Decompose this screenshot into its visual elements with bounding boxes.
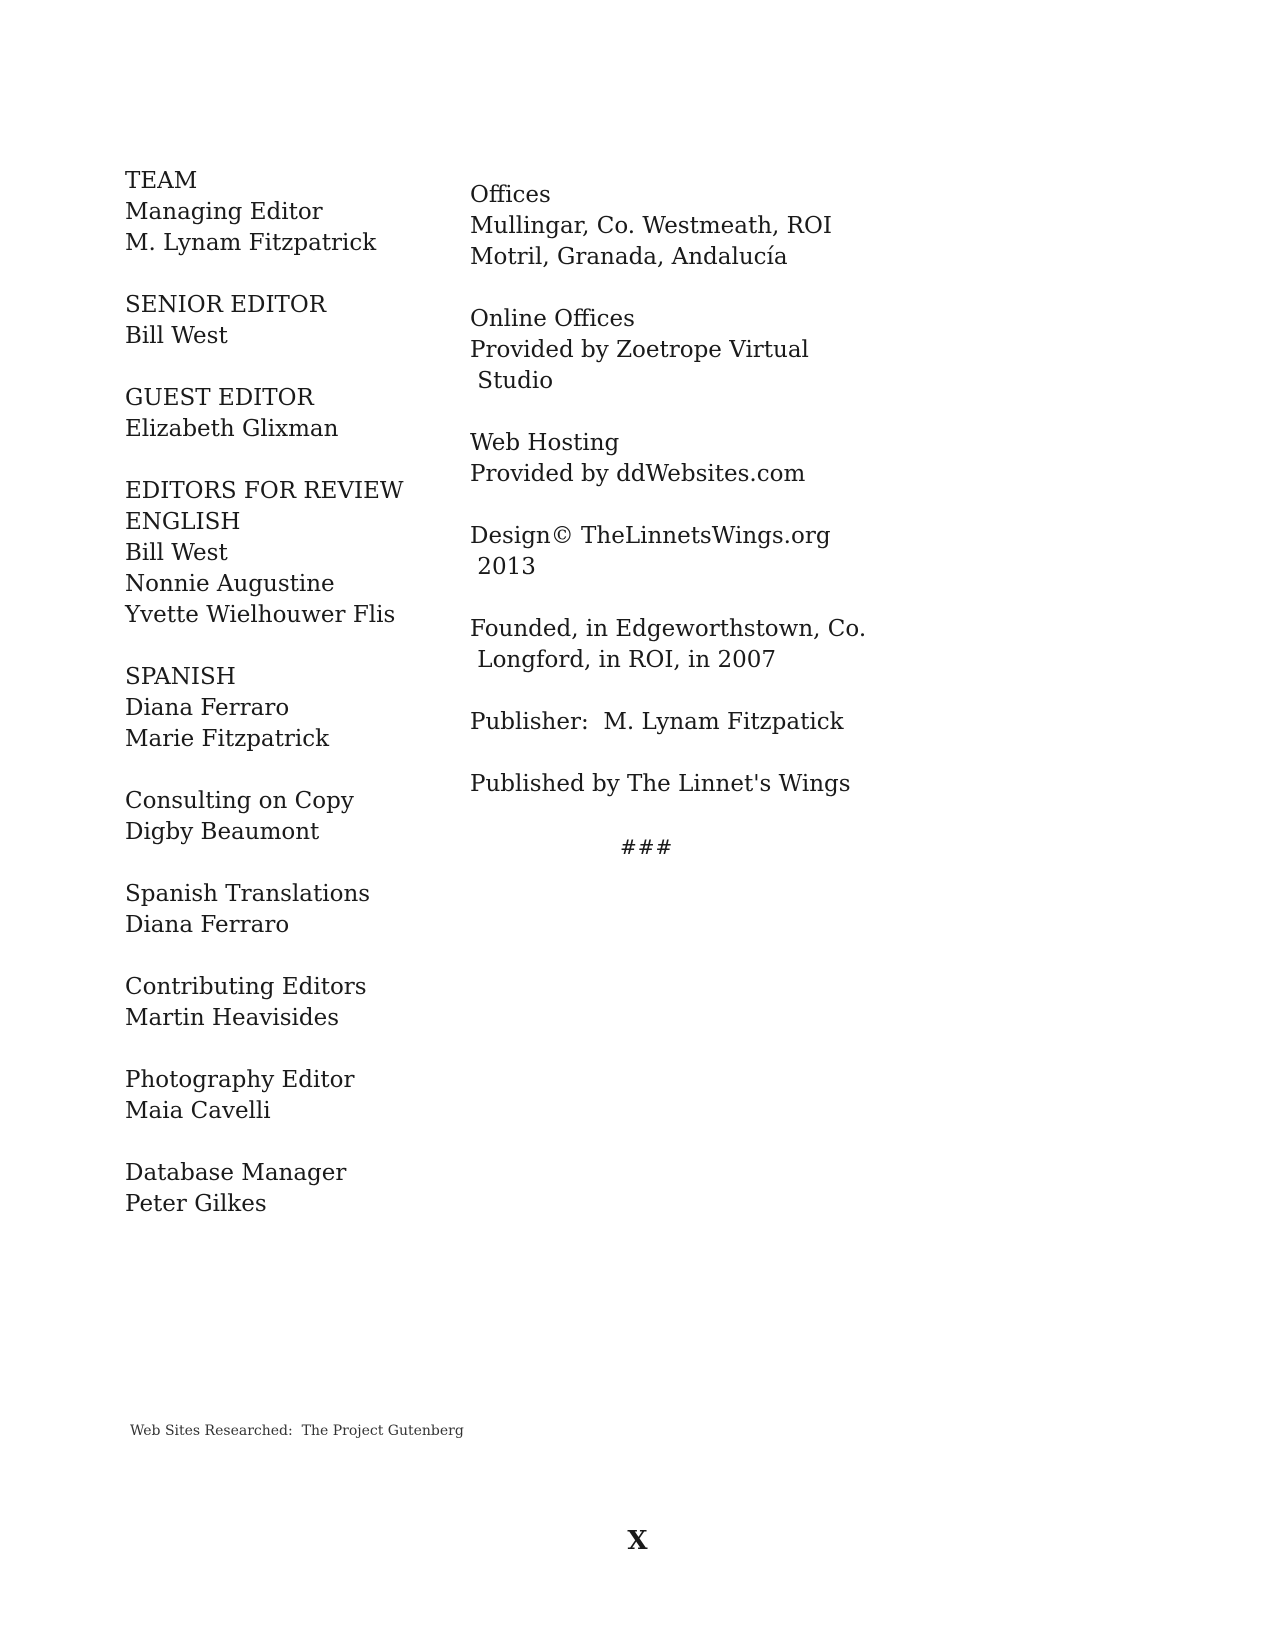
offices-block	[470, 180, 850, 273]
block-line: Motril, Granada, Andalucía	[470, 244, 788, 270]
web-hosting-block	[470, 428, 850, 490]
block-heading: Web Hosting	[470, 430, 620, 456]
block-line: Yvette Wielhouwer Flis	[125, 602, 396, 628]
block-heading: Photography Editor	[125, 1067, 355, 1093]
block-line: Managing Editor	[125, 199, 323, 225]
consulting-on-copy-block	[125, 786, 445, 848]
editors-for-review-block	[125, 476, 445, 631]
block-line: Peter Gilkes	[125, 1191, 267, 1217]
spanish-translations-block	[125, 879, 445, 941]
team-block	[125, 166, 445, 259]
block-heading: Online Offices	[470, 306, 635, 332]
left-column	[125, 166, 445, 1251]
publisher-block	[470, 707, 850, 738]
senior-editor-block	[125, 290, 445, 352]
photography-editor-block	[125, 1065, 445, 1127]
block-line: Diana Ferraro	[125, 912, 290, 938]
block-line: M. Lynam Fitzpatrick	[125, 230, 377, 256]
block-heading: Consulting on Copy	[125, 788, 354, 814]
block-line: Bill West	[125, 323, 228, 349]
block-line: Studio	[470, 368, 554, 394]
block-line: Elizabeth Glixman	[125, 416, 339, 442]
block-line: Maia Cavelli	[125, 1098, 271, 1124]
block-heading: GUEST EDITOR	[125, 385, 314, 411]
founded-block	[470, 614, 867, 676]
block-line: ENGLISH	[125, 509, 241, 535]
block-heading: SENIOR EDITOR	[125, 292, 327, 318]
block-heading: Offices	[470, 182, 551, 208]
block-heading: Contributing Editors	[125, 974, 367, 1000]
block-heading: EDITORS FOR REVIEW	[125, 478, 404, 504]
block-line: Martin Heavisides	[125, 1005, 340, 1031]
block-line: Diana Ferraro	[125, 695, 290, 721]
published-by-block	[470, 769, 850, 800]
section-separator: ###	[620, 835, 674, 859]
design-block	[470, 521, 850, 583]
block-line: Marie Fitzpatrick	[125, 726, 330, 752]
database-manager-block	[125, 1158, 445, 1220]
block-line: Digby Beaumont	[125, 819, 320, 845]
block-line: Bill West	[125, 540, 228, 566]
block-heading: Spanish Translations	[125, 881, 371, 907]
block-line: 2013	[470, 554, 536, 580]
online-offices-block	[470, 304, 850, 397]
block-heading: Design© TheLinnetsWings.org	[470, 523, 831, 549]
footnote: Web Sites Researched: The Project Gutenberg	[130, 1423, 464, 1439]
page-number: X	[627, 1526, 648, 1556]
block-heading: Published by The Linnet's Wings	[470, 771, 851, 797]
right-column	[470, 180, 867, 831]
block-heading: SPANISH	[125, 664, 236, 690]
spanish-block	[125, 662, 445, 755]
block-line: Longford, in ROI, in 2007	[470, 647, 777, 673]
block-heading: Database Manager	[125, 1160, 347, 1186]
block-heading: Publisher: M. Lynam Fitzpatick	[470, 709, 844, 735]
block-heading: Founded, in Edgeworthstown, Co.	[470, 616, 867, 642]
block-line: Provided by Zoetrope Virtual	[470, 337, 809, 363]
block-line: Provided by ddWebsites.com	[470, 461, 806, 487]
guest-editor-block	[125, 383, 445, 445]
block-line: Nonnie Augustine	[125, 571, 335, 597]
contributing-editors-block	[125, 972, 445, 1034]
block-line: Mullingar, Co. Westmeath, ROI	[470, 213, 832, 239]
block-heading: TEAM	[125, 168, 198, 194]
